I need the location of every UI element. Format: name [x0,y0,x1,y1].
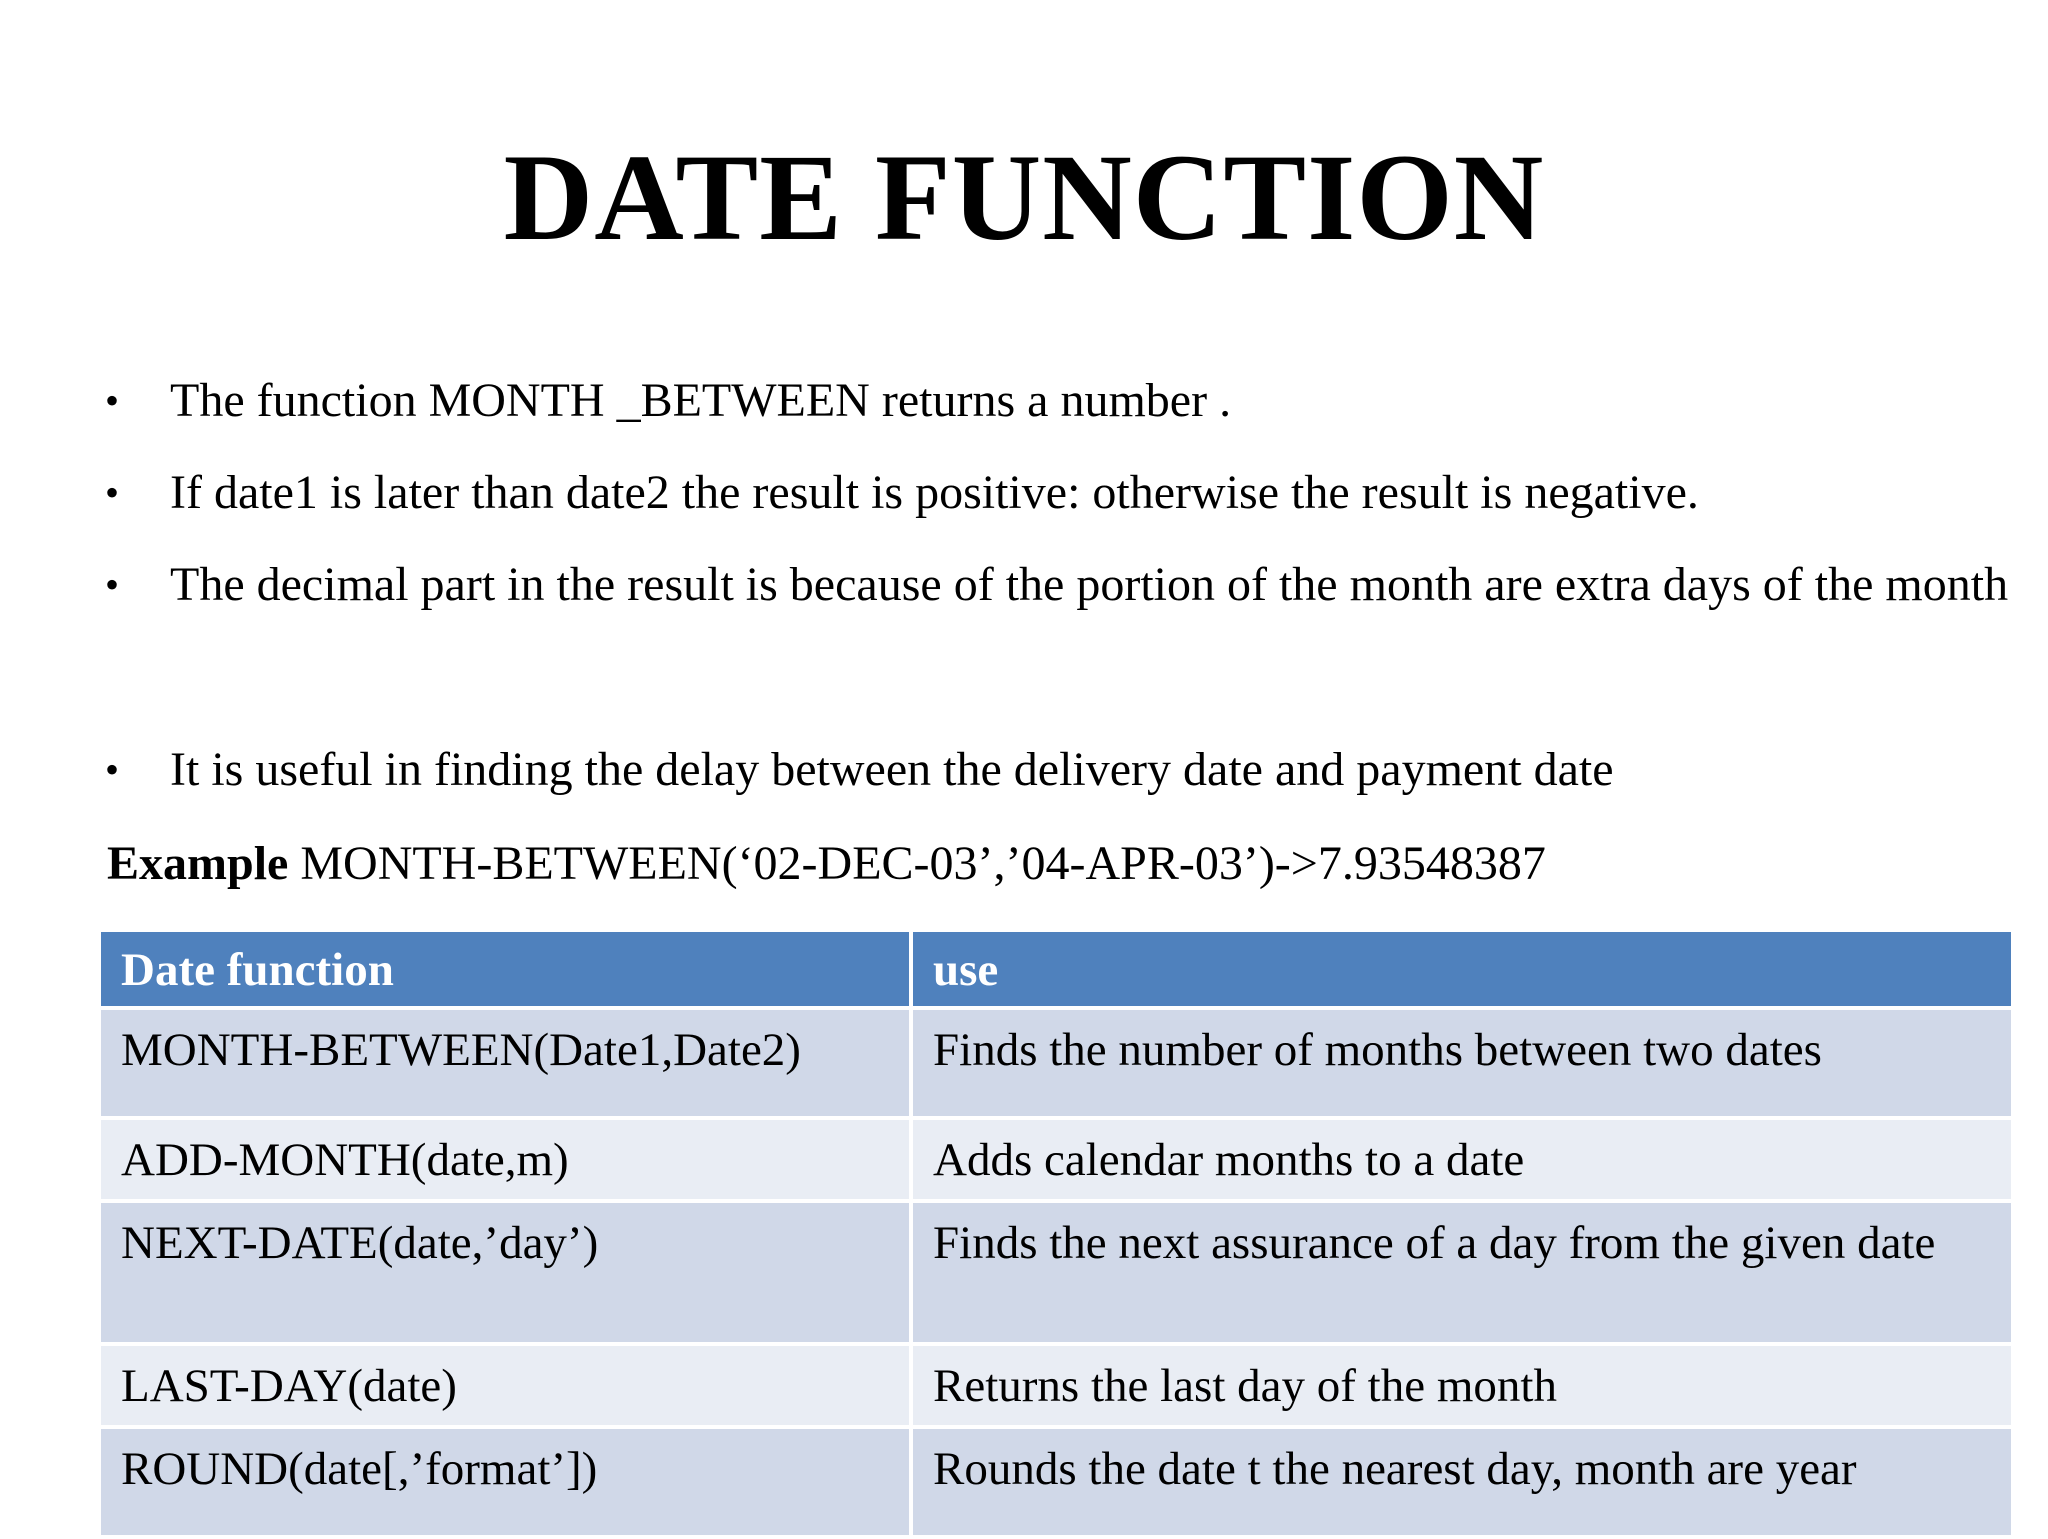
table-cell-function: ADD-MONTH(date,m) [99,1118,911,1201]
table-cell-function: ROUND(date[,’format’]) [99,1427,911,1537]
bullet-text: The decimal part in the result is because of the portion of the month are extra days of the month [170,558,2009,611]
date-function-table [97,928,2015,1539]
table-row [99,1427,2013,1537]
column-header-date-function: Date function [99,930,911,1008]
bullet-dot-icon: • [105,562,120,607]
table-cell-use: Returns the last day of the month [911,1344,2013,1427]
bullet-dot-icon: • [105,470,120,515]
table-cell-use: Finds the next assurance of a day from the given date [911,1201,2013,1344]
bullet-dot-icon: • [105,747,120,792]
bullet-text: It is useful in finding the delay between the delivery date and payment date [170,743,1614,796]
slide-title: DATE FUNCTION [503,129,1545,266]
bullet-text: If date1 is later than date2 the result is positive: otherwise the result is negative. [170,466,1699,519]
bullet-dot-icon: • [105,378,120,423]
table-cell-function: NEXT-DATE(date,’day’) [99,1201,911,1344]
bullet-item [105,355,2040,447]
bullet-text: The function MONTH _BETWEEN returns a number . [170,374,1232,427]
example-line [107,818,1546,910]
bullet-item [105,724,2040,816]
column-header-use: use [911,930,2013,1008]
table-cell-function: LAST-DAY(date) [99,1344,911,1427]
bullet-item [105,539,2040,631]
table-row [99,1344,2013,1427]
example-label: Example [107,837,289,890]
table-cell-use: Rounds the date t the nearest day, month are year [911,1427,2013,1537]
table-row [99,1008,2013,1118]
table-row [99,1118,2013,1201]
table-cell-use: Finds the number of months between two dates [911,1008,2013,1118]
table-header-row [99,930,2013,1008]
bullet-item [105,447,2040,539]
example-text: MONTH-BETWEEN(‘02-DEC-03’,’04-APR-03’)->7.93548387 [288,837,1546,890]
table-row [99,1201,2013,1344]
table-cell-function: MONTH-BETWEEN(Date1,Date2) [99,1008,911,1118]
table-cell-use: Adds calendar months to a date [911,1118,2013,1201]
